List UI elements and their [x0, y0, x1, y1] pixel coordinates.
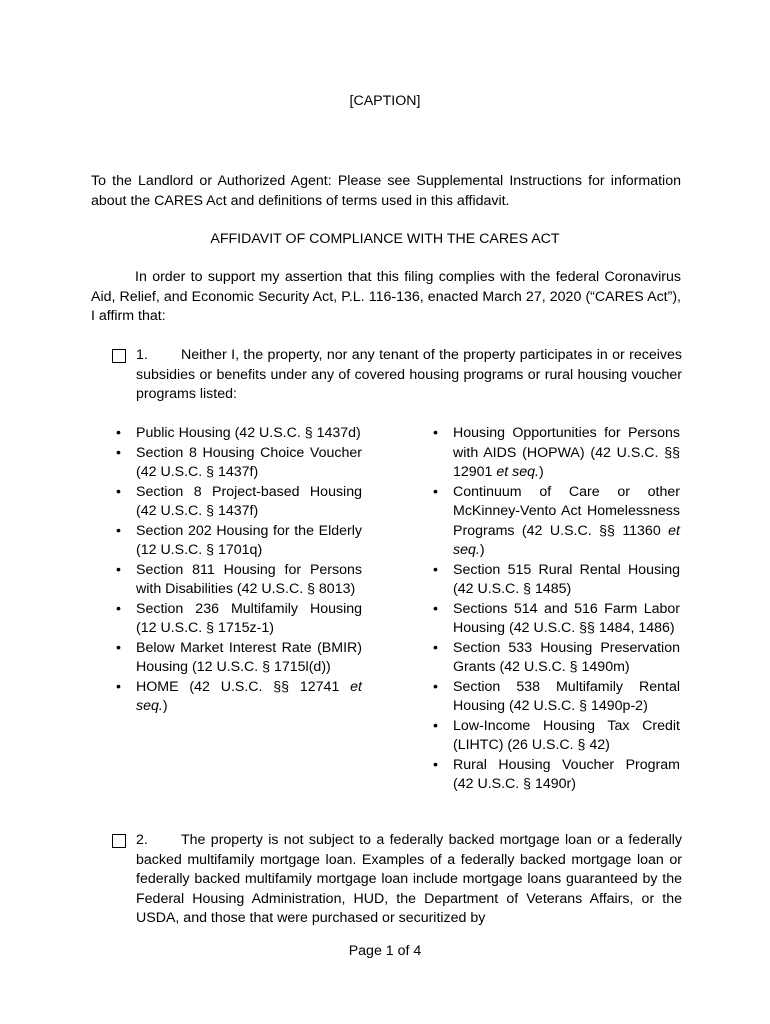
affirm-paragraph: In order to support my assertion that this filing complies with the federal Coronavirus Aid, Relief, and Economic Security Act, P.L. 116-136, enacted March 27, 2020 (“CARES Act”), I affirm that:: [91, 269, 681, 324]
programs-list-right: [429, 424, 680, 795]
program-list-item: • Section 202 Housing for the Elderly (12 U.S.C. § 1701q): [112, 522, 362, 561]
affirmation-item-1: [112, 346, 682, 405]
affidavit-heading: AFFIDAVIT OF COMPLIANCE WITH THE CARES ACT: [210, 231, 560, 247]
program-list-item: • Section 811 Housing for Persons with Disabilities (42 U.S.C. § 8013): [112, 561, 362, 600]
item-2-text: The property is not subject to a federally backed mortgage loan or a federally backed multifamily mortgage loan. Examples of a federally backed mortgage loan or federally backed multifamily mortgage loan include mortgage loans guaranteed by the Federal Housing Administration, HUD, the Department of Veterans Affairs, or the USDA, and those that were purchased or securitized by: [136, 832, 682, 926]
program-list-item: • Housing Opportunities for Persons with AIDS (HOPWA) (42 U.S.C. §§ 12901 et seq.): [429, 424, 680, 483]
caption: [CAPTION]: [349, 93, 421, 109]
program-list-item: • Below Market Interest Rate (BMIR) Housing (12 U.S.C. § 1715l(d)): [112, 639, 362, 678]
intro-paragraph: To the Landlord or Authorized Agent: Please see Supplemental Instructions for information about the CARES Act and definitions of terms used in this affidavit.: [91, 173, 681, 209]
program-list-item: • Section 533 Housing Preservation Grants (42 U.S.C. § 1490m): [429, 639, 680, 678]
checkbox-item-2[interactable]: [112, 834, 126, 848]
program-list-item: • Rural Housing Voucher Program (42 U.S.C. § 1490r): [429, 756, 680, 795]
program-list-item: • Continuum of Care or other McKinney-Vento Act Homelessness Programs (42 U.S.C. §§ 11360 et seq.): [429, 483, 680, 561]
page-number: Page 1 of 4: [348, 943, 422, 959]
item-2-number: 2.: [136, 832, 148, 848]
program-list-item: • Section 8 Project-based Housing (42 U.S.C. § 1437f): [112, 483, 362, 522]
program-list-item: • Public Housing (42 U.S.C. § 1437d): [112, 424, 362, 444]
checkbox-item-1[interactable]: [112, 349, 126, 363]
item-1-text: Neither I, the property, nor any tenant of the property participates in or receives subsidies or benefits under any of covered housing programs or rural housing voucher programs listed:: [136, 347, 682, 402]
program-list-item: • Section 515 Rural Rental Housing (42 U.S.C. § 1485): [429, 561, 680, 600]
program-list-item: • Sections 514 and 516 Farm Labor Housing (42 U.S.C. §§ 1484, 1486): [429, 600, 680, 639]
program-list-item: • Section 8 Housing Choice Voucher (42 U.S.C. § 1437f): [112, 444, 362, 483]
program-list-item: • HOME (42 U.S.C. §§ 12741 et seq.): [112, 678, 362, 717]
program-list-item: • Section 236 Multifamily Housing (12 U.S.C. § 1715z-1): [112, 600, 362, 639]
affirmation-item-2: [112, 831, 682, 929]
programs-list-left: [112, 424, 362, 717]
program-list-item: • Low-Income Housing Tax Credit (LIHTC) (26 U.S.C. § 42): [429, 717, 680, 756]
item-1-number: 1.: [136, 347, 148, 363]
program-list-item: • Section 538 Multifamily Rental Housing (42 U.S.C. § 1490p-2): [429, 678, 680, 717]
